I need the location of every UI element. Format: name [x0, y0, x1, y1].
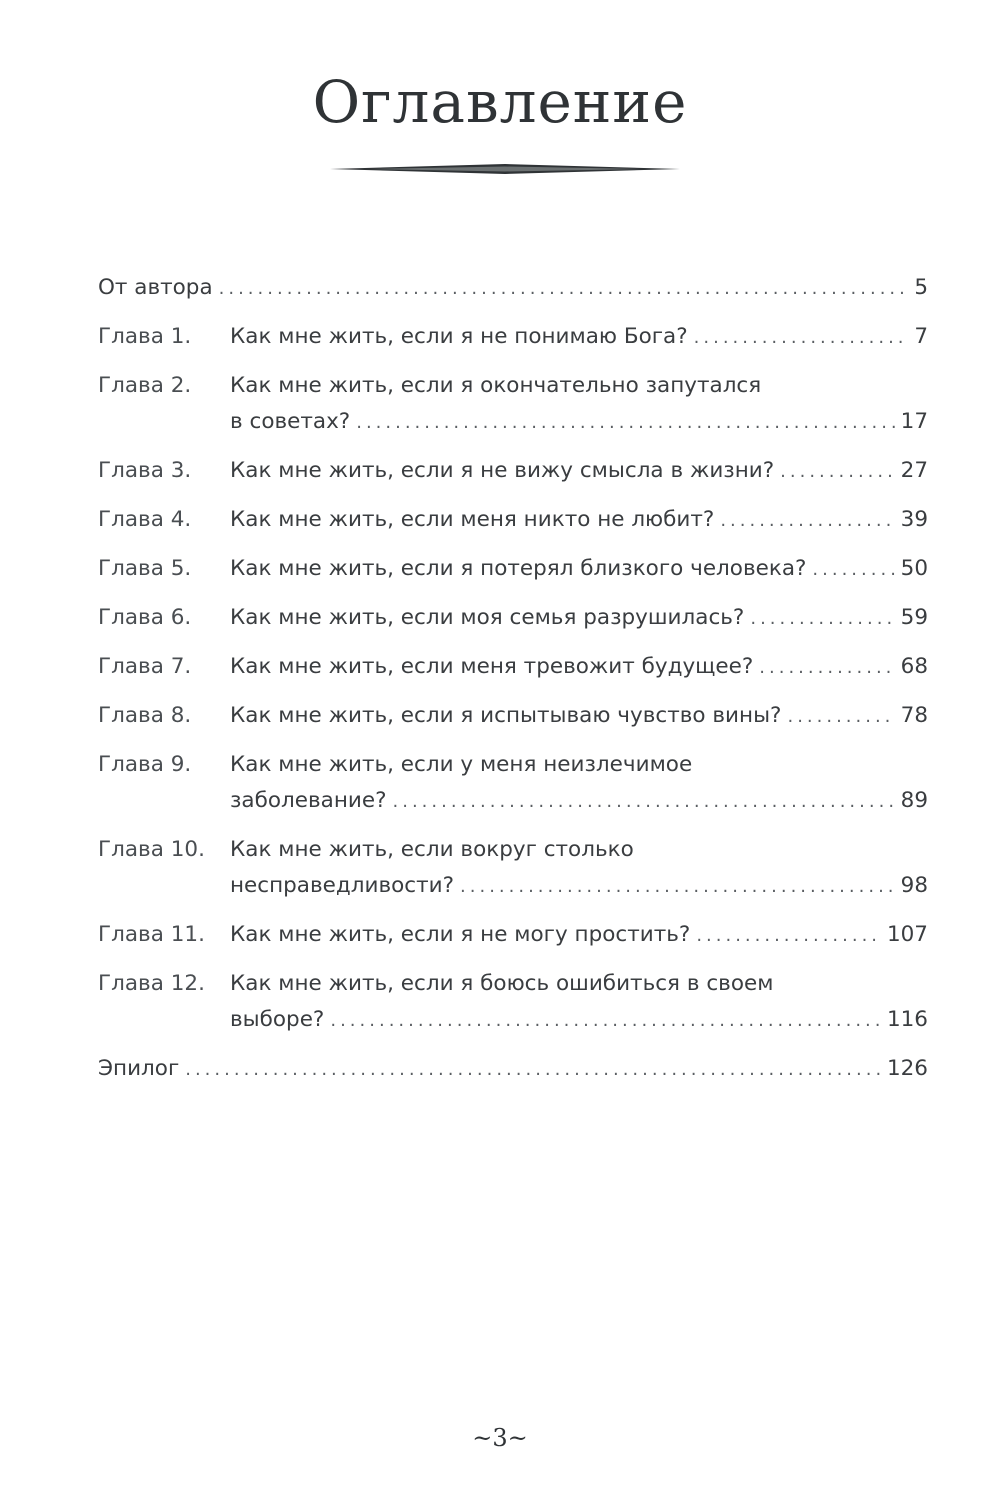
title-ornament	[330, 161, 680, 177]
toc-entry-title: Как мне жить, если я испытываю чувство вины?	[230, 703, 782, 728]
dot-leader	[787, 699, 894, 735]
toc-entry-title: Как мне жить, если я не вижу смысла в жизни?	[230, 458, 775, 483]
dot-leader	[393, 784, 895, 820]
chapter-label: Глава 5.	[98, 556, 192, 581]
toc-entry-title: Как мне жить, если я боюсь ошибиться в своем	[230, 971, 774, 996]
toc-entry-title: От автора	[98, 275, 213, 300]
chapter-label: Глава 11.	[98, 922, 205, 947]
toc-entry-chapter-5[interactable]	[98, 551, 928, 588]
toc-page-number: 107	[886, 922, 928, 947]
dot-leader	[460, 869, 895, 905]
toc-entry-chapter-9[interactable]	[98, 747, 928, 820]
dot-leader	[356, 405, 894, 441]
dot-leader	[219, 271, 909, 307]
page-number: ~3~	[472, 1424, 528, 1452]
toc-entry-title: Как мне жить, если я не понимаю Бога?	[230, 324, 688, 349]
dot-leader	[780, 454, 894, 490]
toc-page-number: 5	[914, 275, 928, 300]
toc-page-number: 7	[914, 324, 928, 349]
toc-entry-chapter-8[interactable]	[98, 698, 928, 735]
toc-entry-chapter-6[interactable]	[98, 600, 928, 637]
toc-entry-title: Как мне жить, если я не могу простить?	[230, 922, 691, 947]
toc-page-number: 78	[900, 703, 928, 728]
toc-entry-chapter-7[interactable]	[98, 649, 928, 686]
toc-page-number: 98	[900, 873, 928, 898]
toc-page-number: 89	[900, 788, 928, 813]
chapter-label: Глава 8.	[98, 703, 192, 728]
toc-page-number: 59	[900, 605, 928, 630]
dot-leader	[330, 1003, 881, 1039]
toc-entry-chapter-1[interactable]	[98, 319, 928, 356]
toc-entry-chapter-3[interactable]	[98, 453, 928, 490]
toc-page-number: 116	[886, 1007, 928, 1032]
toc-page-number: 126	[886, 1056, 928, 1081]
toc-entry-chapter-12[interactable]	[98, 966, 928, 1039]
toc-entry-title: Как мне жить, если у меня неизлечимое	[230, 752, 693, 777]
toc-entry-chapter-10[interactable]	[98, 832, 928, 905]
dot-leader	[694, 320, 909, 356]
chapter-label: Глава 10.	[98, 837, 205, 862]
toc-entry-chapter-4[interactable]	[98, 502, 928, 539]
chapter-label: Глава 7.	[98, 654, 192, 679]
toc-entry-title: в советах?	[230, 409, 351, 434]
chapter-label: Глава 6.	[98, 605, 192, 630]
chapter-label: Глава 2.	[98, 373, 192, 398]
toc-entry-chapter-11[interactable]	[98, 917, 928, 954]
chapter-label: Глава 12.	[98, 971, 205, 996]
toc-page-number: 27	[900, 458, 928, 483]
toc-entry-title: несправедливости?	[230, 873, 455, 898]
toc-entry-title: Как мне жить, если моя семья разрушилась?	[230, 605, 745, 630]
table-of-contents	[98, 270, 928, 1100]
toc-entry-title: Как мне жить, если я потерял близкого человека?	[230, 556, 807, 581]
toc-entry-intro[interactable]	[98, 270, 928, 307]
toc-entry-title: Как мне жить, если вокруг столько	[230, 837, 634, 862]
dot-leader	[720, 503, 894, 539]
toc-entry-title: выборе?	[230, 1007, 325, 1032]
chapter-label: Глава 4.	[98, 507, 192, 532]
toc-page-number: 17	[900, 409, 928, 434]
chapter-label: Глава 9.	[98, 752, 192, 777]
dot-leader	[185, 1052, 881, 1088]
dot-leader	[759, 650, 894, 686]
dot-leader	[812, 552, 894, 588]
dot-leader	[750, 601, 894, 637]
chapter-label: Глава 1.	[98, 324, 192, 349]
toc-entry-title: Как мне жить, если я окончательно запутался	[230, 373, 762, 398]
toc-entry-title: Эпилог	[98, 1056, 180, 1081]
toc-page-number: 68	[900, 654, 928, 679]
toc-entry-title: Как мне жить, если меня тревожит будущее?	[230, 654, 754, 679]
toc-entry-title: заболевание?	[230, 788, 387, 813]
toc-page-number: 50	[900, 556, 928, 581]
toc-page-number: 39	[900, 507, 928, 532]
toc-entry-epilogue[interactable]	[98, 1051, 928, 1088]
page-title: Оглавление	[312, 68, 688, 136]
dot-leader	[696, 918, 881, 954]
toc-entry-title: Как мне жить, если меня никто не любит?	[230, 507, 715, 532]
toc-entry-chapter-2[interactable]	[98, 368, 928, 441]
chapter-label: Глава 3.	[98, 458, 192, 483]
